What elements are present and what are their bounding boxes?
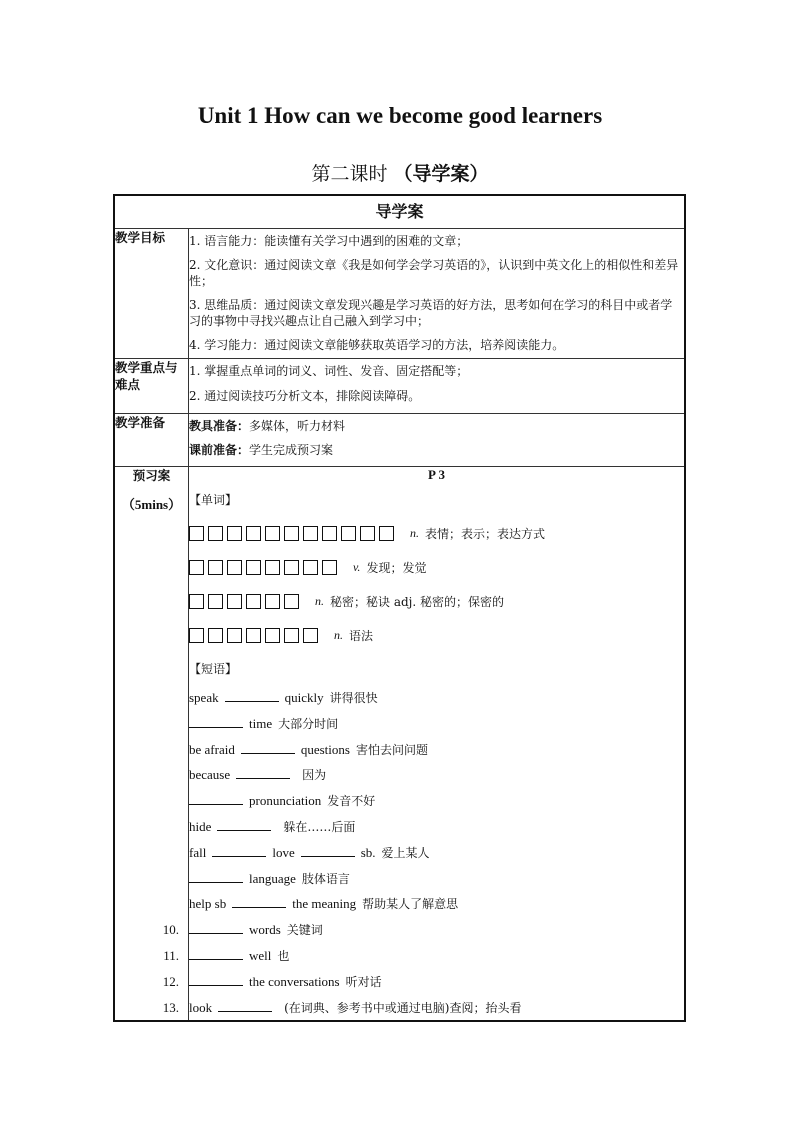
answer-blank[interactable] — [225, 687, 279, 702]
phrase-item — [189, 711, 684, 737]
words-section-tag: 【单词】 — [189, 493, 238, 507]
letter-box[interactable] — [227, 526, 242, 541]
letter-box[interactable] — [246, 628, 261, 643]
letter-box[interactable] — [303, 628, 318, 643]
preparation-value: 学生完成预习案 — [249, 443, 334, 457]
phrase-item — [189, 685, 684, 711]
letter-box[interactable] — [246, 526, 261, 541]
letter-box[interactable] — [284, 628, 299, 643]
phrase-item — [189, 788, 684, 814]
word-item — [189, 516, 684, 550]
phrase-list — [162, 685, 684, 1020]
preview-label: 预习案 — [132, 468, 171, 483]
phrase-number: 12. — [162, 973, 179, 989]
letter-box[interactable] — [189, 526, 204, 541]
letter-boxes[interactable] — [189, 628, 322, 643]
letter-box[interactable] — [208, 628, 223, 643]
answer-blank[interactable] — [189, 945, 243, 960]
objective-item: 1. 语言能力：能读懂有关学习中遇到的困难的文章； — [189, 234, 469, 248]
letter-box[interactable] — [322, 526, 337, 541]
letter-box[interactable] — [208, 560, 223, 575]
preparation-content — [189, 414, 686, 467]
phrase-number: 13. — [162, 999, 179, 1015]
phrase-item — [189, 891, 684, 917]
objective-item: 4. 学习能力：通过阅读文章能够获取英语学习的方法，培养阅读能力。 — [189, 338, 565, 352]
document-title: Unit 1 How can we become good learners — [197, 103, 603, 128]
phrase-after: language — [249, 870, 296, 886]
objectives-row — [114, 229, 685, 359]
letter-box[interactable] — [284, 594, 299, 609]
phrase-meaning: 发音不好 — [327, 794, 376, 809]
phrase-after: words — [249, 922, 281, 938]
letter-box[interactable] — [265, 628, 280, 643]
answer-blank[interactable] — [189, 713, 243, 728]
phrase-after: time — [249, 715, 273, 731]
phrase-meaning: 讲得很快 — [329, 691, 378, 705]
phrase-item — [189, 737, 684, 763]
objectives-content — [189, 229, 686, 359]
answer-blank[interactable] — [236, 764, 290, 779]
focus-label: 教学重点与难点 — [114, 359, 189, 414]
focus-item: 2. 通过阅读技巧分析文本，排除阅读障碍。 — [189, 389, 421, 403]
letter-box[interactable] — [246, 594, 261, 609]
phrase-after: questions — [300, 741, 350, 757]
phrase-item — [162, 969, 684, 995]
word-item — [189, 584, 684, 618]
phrase-after: pronunciation — [249, 793, 322, 809]
letter-box[interactable] — [265, 560, 280, 575]
answer-blank[interactable] — [232, 893, 286, 908]
letter-box[interactable] — [379, 526, 394, 541]
phrase-item — [189, 840, 684, 866]
preparation-item — [189, 418, 684, 434]
preview-row — [114, 467, 685, 1022]
letter-box[interactable] — [227, 594, 242, 609]
phrase-meaning: 害怕去问问题 — [355, 742, 428, 757]
letter-box[interactable] — [303, 560, 318, 575]
answer-blank[interactable] — [212, 842, 266, 857]
phrase-after: sb. — [360, 844, 376, 860]
subtitle-lesson: 第二课时 — [311, 163, 394, 185]
letter-box[interactable] — [303, 526, 318, 541]
phrase-before: be afraid — [189, 741, 235, 757]
word-meaning: 发现；发觉 — [366, 560, 427, 575]
focus-item: 1. 掌握重点单词的词义、词性、发音、固定搭配等； — [189, 364, 469, 378]
preparation-label: 教学准备 — [114, 414, 189, 467]
phrase-item — [189, 866, 684, 892]
phrase-meaning: 听对话 — [345, 974, 382, 989]
answer-blank[interactable] — [241, 739, 295, 754]
objective-item: 3. 思维品质：通过阅读文章发现兴趣是学习英语的好方法，思考如何在学习的科目中或者学习的事物中寻找兴趣点让自己融入到学习中； — [189, 298, 673, 328]
subtitle-type: （导学案） — [393, 163, 489, 185]
table-header: 导学案 — [375, 202, 424, 221]
letter-box[interactable] — [284, 560, 299, 575]
letter-box[interactable] — [189, 560, 204, 575]
word-item — [189, 550, 684, 584]
word-list — [189, 516, 684, 652]
phrase-after: love — [272, 844, 295, 860]
part-of-speech: n. — [410, 525, 419, 540]
lesson-subtitle — [0, 159, 800, 186]
preparation-value: 多媒体，听力材料 — [249, 419, 346, 433]
phrase-before: speak — [189, 690, 219, 705]
letter-box[interactable] — [265, 594, 280, 609]
phrase-item — [189, 814, 684, 840]
letter-box[interactable] — [341, 526, 356, 541]
phrase-meaning: 也 — [277, 948, 290, 963]
phrase-meaning: 关键词 — [286, 923, 323, 938]
phrase-after: the conversations — [249, 973, 340, 989]
phrase-item — [189, 762, 684, 788]
phrase-after: quickly — [284, 690, 324, 705]
phrase-before: hide — [189, 818, 212, 834]
word-meaning: 表情；表示；表达方式 — [425, 526, 546, 541]
table-header-cell — [114, 195, 685, 229]
word-item — [189, 618, 684, 652]
part-of-speech: n. — [315, 593, 324, 608]
letter-box[interactable] — [208, 594, 223, 609]
letter-box[interactable] — [265, 526, 280, 541]
word-meaning: 秘密；秘诀 adj. 秘密的；保密的 — [330, 594, 505, 609]
answer-blank[interactable] — [218, 997, 272, 1012]
phrase-number: 11. — [163, 947, 179, 963]
phrase-meaning: 肢体语言 — [301, 871, 350, 886]
answer-blank[interactable] — [189, 919, 243, 934]
phrase-before: help sb — [189, 896, 227, 912]
preparation-row — [114, 414, 685, 467]
phrase-item — [163, 943, 684, 969]
letter-box[interactable] — [246, 560, 261, 575]
phrase-meaning: 爱上某人 — [381, 845, 430, 860]
answer-blank[interactable] — [189, 868, 243, 883]
focus-content — [189, 359, 686, 414]
letter-box[interactable] — [360, 526, 375, 541]
phrase-item — [162, 995, 684, 1021]
preview-content — [162, 467, 686, 1022]
phrase-meaning: 帮助某人了解意思 — [362, 897, 459, 912]
part-of-speech: n. — [334, 627, 343, 642]
answer-blank[interactable] — [217, 816, 271, 831]
letter-box[interactable] — [208, 526, 223, 541]
phrase-item — [162, 917, 684, 943]
letter-boxes[interactable] — [189, 560, 341, 575]
phrase-meaning: 大部分时间 — [278, 716, 339, 731]
focus-row — [114, 359, 685, 414]
phrase-after: well — [249, 947, 272, 963]
preparation-item — [189, 442, 684, 458]
letter-box[interactable] — [322, 560, 337, 575]
word-meaning: 语法 — [349, 628, 374, 643]
phrase-meaning: 躲在……后面 — [283, 819, 356, 834]
phrase-number: 10. — [162, 922, 179, 938]
letter-box[interactable] — [189, 594, 204, 609]
phrase-before: fall — [189, 844, 207, 860]
answer-blank[interactable] — [301, 842, 355, 857]
guide-table — [113, 194, 686, 1022]
part-of-speech: v. — [353, 559, 361, 574]
answer-blank[interactable] — [189, 971, 243, 986]
letter-box[interactable] — [284, 526, 299, 541]
objectives-label: 教学目标 — [114, 229, 189, 359]
phrases-section-tag: 【短语】 — [189, 662, 238, 676]
phrase-meaning: 因为 — [302, 768, 327, 783]
page-reference: P 3 — [428, 467, 445, 482]
letter-boxes[interactable] — [189, 526, 398, 541]
preparation-key: 课前准备： — [189, 443, 250, 457]
letter-box[interactable] — [189, 628, 204, 643]
objective-item: 2. 文化意识：通过阅读文章《我是如何学会学习英语的》，认识到中英文化上的相似性和差异性； — [189, 258, 679, 288]
phrase-meaning: (在词典、参考书中或通过电脑)查阅；抬头看 — [284, 1000, 522, 1015]
letter-box[interactable] — [227, 560, 242, 575]
answer-blank[interactable] — [189, 790, 243, 805]
phrase-before: because — [189, 767, 231, 783]
preview-time: （5mins） — [121, 497, 182, 512]
phrase-after: the meaning — [292, 896, 357, 912]
phrase-before: look — [189, 999, 213, 1015]
letter-boxes[interactable] — [189, 594, 303, 609]
preparation-key: 教具准备： — [189, 419, 250, 433]
letter-box[interactable] — [227, 628, 242, 643]
